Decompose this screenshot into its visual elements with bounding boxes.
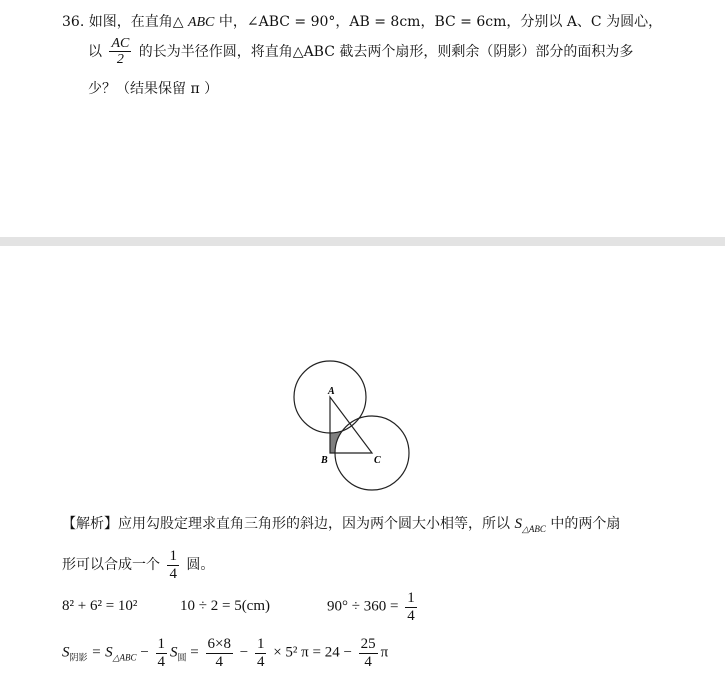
label-a: A <box>328 386 335 397</box>
solution-line-1 <box>62 513 620 535</box>
question-line-3 <box>88 78 218 98</box>
fraction <box>255 636 267 670</box>
question-line-2 <box>88 36 633 68</box>
text: 中，∠ABC = 90°，AB = 8cm，BC = 6cm，分别以 A、C 为圆心， <box>218 14 663 30</box>
numerator: AC <box>111 36 130 51</box>
fraction-ac-2 <box>109 36 131 68</box>
text: − <box>140 644 149 661</box>
fraction <box>156 636 168 670</box>
fraction-quarter <box>405 590 417 624</box>
text: π <box>380 644 389 661</box>
subscript: 阴影 <box>69 652 88 663</box>
label-c: C <box>374 455 381 466</box>
equation-2: 10 ÷ 2 = 5(cm) <box>180 598 271 614</box>
equation-4 <box>62 636 388 670</box>
subscript: 圆 <box>177 652 187 663</box>
denominator: 4 <box>157 653 166 670</box>
numerator: 25 <box>360 636 376 652</box>
area-symbol: S <box>514 516 522 532</box>
numerator: 1 <box>169 548 177 564</box>
text: S <box>62 644 70 661</box>
question-line-1 <box>62 11 662 31</box>
text: 【解析】应用勾股定理求直角三角形的斜边，因为两个圆大小相等，所以 <box>62 516 510 532</box>
text: 如图，在直角△ <box>88 14 184 30</box>
denominator: 2 <box>116 52 124 68</box>
denominator: 4 <box>364 653 372 670</box>
denominator: 4 <box>169 565 177 582</box>
divider <box>0 237 725 246</box>
numerator: 1 <box>256 636 265 652</box>
numerator: 6×8 <box>207 636 231 652</box>
text: × 5² π = 24 − <box>273 644 352 661</box>
text: 的长为半径作圆，将直角△ABC 截去两个扇形，则剩余（阴影）部分的面积为多 <box>138 43 634 60</box>
text: = <box>190 644 199 661</box>
subscript: △ABC <box>521 523 546 534</box>
text: = S <box>91 644 113 661</box>
text: 中的两个扇 <box>550 516 621 532</box>
label-b: B <box>321 455 328 466</box>
text: 90° ÷ 360 = <box>327 598 399 615</box>
numerator: 1 <box>157 636 166 652</box>
numerator: 1 <box>407 590 415 606</box>
text: S <box>170 644 178 661</box>
text: 少？（结果保留 π ） <box>88 81 219 97</box>
subscript: △ABC <box>112 652 137 663</box>
fraction-quarter <box>167 548 179 582</box>
triangle-name: ABC <box>187 15 215 30</box>
geometry-figure <box>280 350 420 500</box>
text: 圆。 <box>186 557 215 573</box>
denominator: 4 <box>407 607 415 624</box>
text: 形可以合成一个 <box>62 557 160 573</box>
solution-line-2 <box>62 548 214 582</box>
fraction <box>206 636 233 670</box>
equation-1: 8² + 6² = 10² <box>62 598 138 614</box>
denominator: 4 <box>256 653 265 670</box>
question-number: 36. <box>62 14 85 30</box>
denominator: 4 <box>215 653 223 670</box>
equation-3 <box>327 590 420 624</box>
text: − <box>239 644 249 661</box>
text: 以 <box>88 43 102 60</box>
fraction <box>359 636 378 670</box>
